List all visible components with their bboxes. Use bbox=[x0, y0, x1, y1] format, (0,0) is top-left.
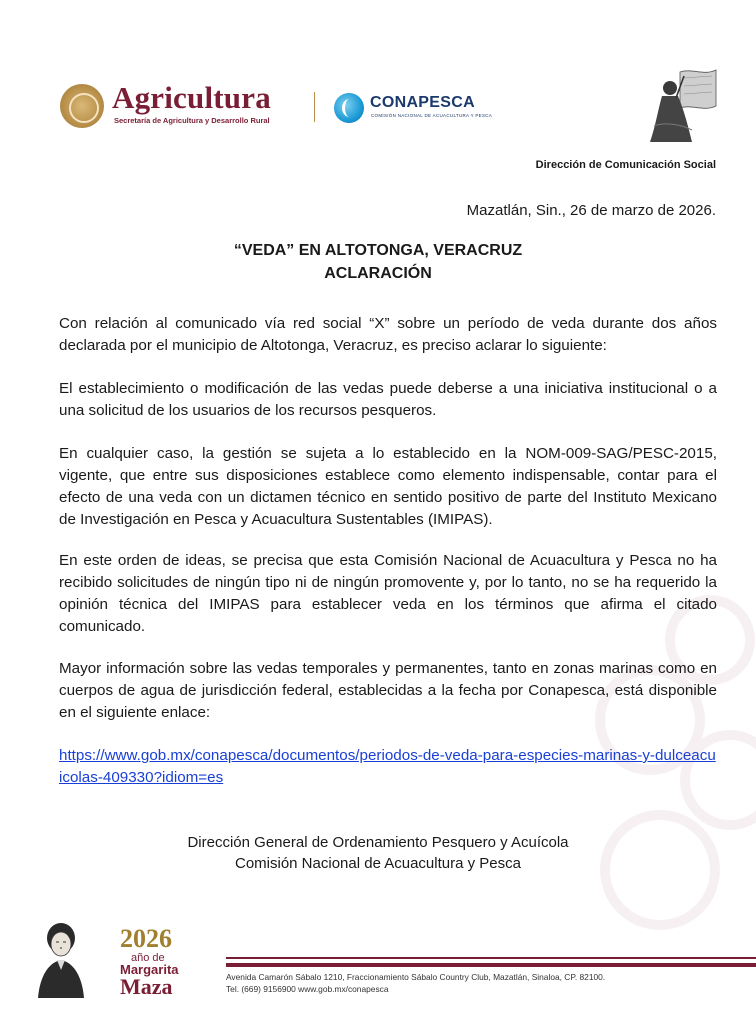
department-label: Dirección de Comunicación Social bbox=[535, 159, 716, 171]
veda-periods-link[interactable]: https://www.gob.mx/conapesca/documentos/periodos-de-veda-para-especies-marinas-y-dulceacuicolas-409330?idiom=es bbox=[59, 747, 716, 786]
conapesca-logo-title: CONAPESCA bbox=[370, 94, 475, 111]
footer-address: Avenida Camarón Sábalo 1210, Fraccionamiento Sábalo Country Club, Mazatlán, Sinaloa, CP. 82100. bbox=[226, 972, 606, 982]
agricultura-logo-subtitle: Secretaría de Agricultura y Desarrollo Rural bbox=[114, 116, 270, 125]
footer-contact: Tel. (669) 9156900 www.gob.mx/conapesca bbox=[226, 984, 389, 994]
date-line: Mazatlán, Sin., 26 de marzo de 2026. bbox=[466, 202, 716, 219]
paragraph-4: En este orden de ideas, se precisa que esta Comisión Nacional de Acuacultura y Pesca no ha recibido solicitudes de ningún tipo ni de ningún promovente y, por lo tanto, no se ha requerido la opinión técnica del IMIPAS para establecer veda en los términos que afirma el citado comunicado. bbox=[59, 552, 717, 635]
conapesca-fish-icon bbox=[334, 93, 364, 123]
year-subtitle-2: Margarita bbox=[120, 962, 179, 977]
document-subtitle: ACLARACIÓN bbox=[324, 265, 432, 282]
signature-line-1: Dirección General de Ordenamiento Pesquero y Acuícola bbox=[187, 834, 569, 851]
margarita-maza-portrait bbox=[30, 918, 92, 998]
year-subtitle-3: Maza bbox=[120, 974, 173, 999]
paragraph-3: En cualquier caso, la gestión se sujeta a lo establecido en la NOM-009-SAG/PESC-2015, vigente, que entre sus disposiciones establece como elemento indispensable, contar para el efecto de una veda con un dictamen técnico en sentido positivo de parte del Instituto Mexicano de Investigación en Pesca y Acuacultura Sustentables (IMIPAS). bbox=[59, 445, 717, 528]
signature-line-2: Comisión Nacional de Acuacultura y Pesca bbox=[235, 855, 521, 872]
agricultura-logo-title: Agricultura bbox=[112, 80, 271, 115]
patria-flag-figure-icon bbox=[640, 66, 718, 144]
paragraph-2: El establecimiento o modificación de las vedas puede deberse a una iniciativa institucional o a una solicitud de los usuarios de los recursos pesqueros. bbox=[59, 380, 717, 419]
mexico-seal-logo bbox=[60, 84, 104, 128]
document-title: “VEDA” EN ALTOTONGA, VERACRUZ bbox=[233, 242, 523, 259]
year-label: 2026 bbox=[120, 924, 172, 953]
conapesca-logo-subtitle: COMISIÓN NACIONAL DE ACUACULTURA Y PESCA bbox=[371, 113, 493, 118]
year-subtitle-1: año de bbox=[131, 952, 165, 964]
footer-rule-thin bbox=[226, 957, 756, 959]
footer-rule-thick bbox=[226, 963, 756, 967]
logo-divider bbox=[314, 92, 315, 122]
paragraph-1: Con relación al comunicado vía red social “X” sobre un período de veda durante dos años declarada por el municipio de Altotonga, Veracruz, es preciso aclarar lo siguiente: bbox=[59, 315, 717, 354]
paragraph-5: Mayor información sobre las vedas temporales y permanentes, tanto en zonas marinas como en cuerpos de agua de jurisdicción federal, establecidas a la fecha por Conapesca, está disponible en el siguiente enlace: bbox=[59, 660, 717, 721]
